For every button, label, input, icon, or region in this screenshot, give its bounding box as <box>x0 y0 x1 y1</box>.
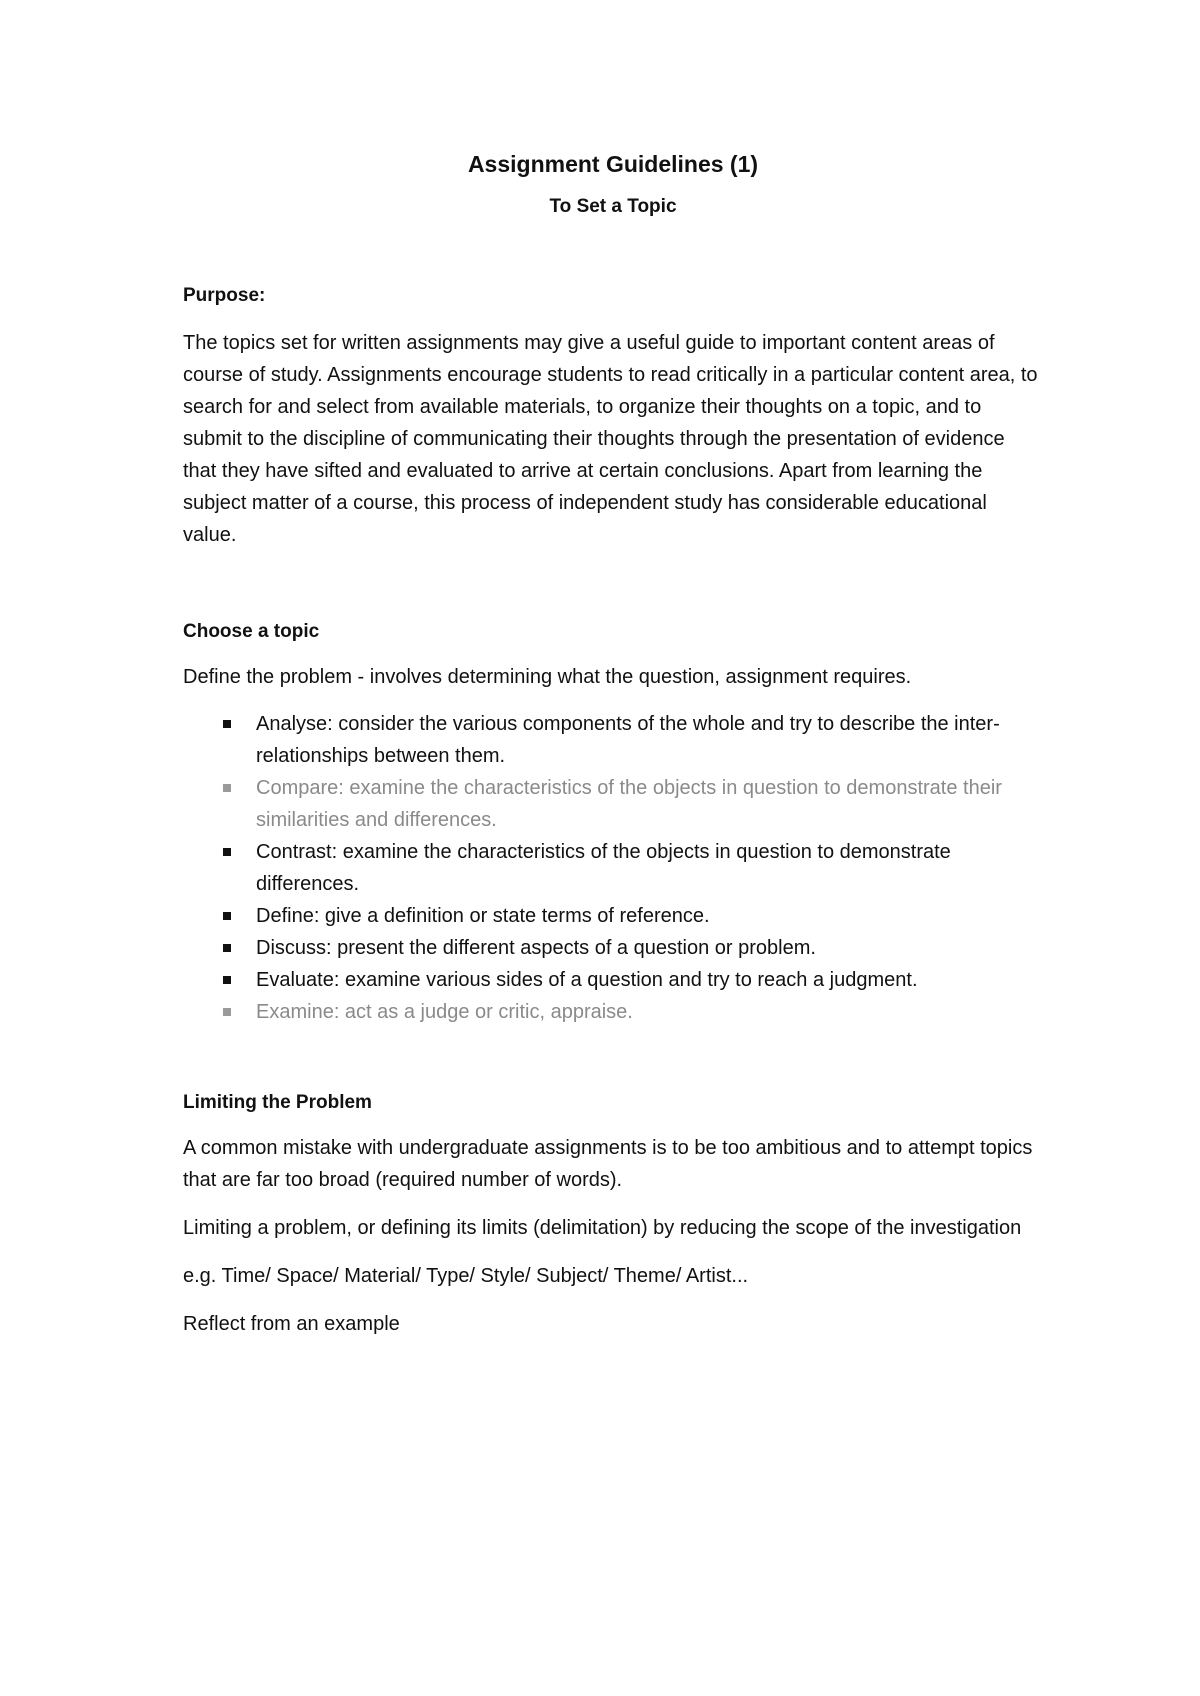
purpose-paragraph: The topics set for written assignments may give a useful guide to important content areas of course of study. Assignments encourage students to read critically in a particular content area, to search for and select from available materials, to organize their thoughts on a topic, and to submit to the discipline of communicating their thoughts through the presentation of evidence that they have sifted and evaluated to arrive at certain conclusions. Apart from learning the subject matter of a course, this process of independent study has considerable educational value. <box>183 332 1038 546</box>
limiting-problem-heading: Limiting the Problem <box>183 1092 372 1113</box>
square-bullet-icon <box>223 1008 231 1016</box>
list-item-text: Compare: examine the characteristics of the objects in question to demonstrate their similarities and differences. <box>256 777 1002 831</box>
square-bullet-icon <box>223 720 231 728</box>
list-item-examine <box>183 996 1043 1028</box>
list-item-text: Examine: act as a judge or critic, appraise. <box>256 1001 633 1023</box>
square-bullet-icon <box>223 784 231 792</box>
square-bullet-icon <box>223 976 231 984</box>
reflect-paragraph: Reflect from an example <box>183 1313 400 1335</box>
define-problem-paragraph: Define the problem - involves determining what the question, assignment requires. <box>183 666 912 688</box>
list-item-analyse <box>183 708 1043 772</box>
list-item-text: Analyse: consider the various components of the whole and try to describe the inter-relationships between them. <box>256 713 1000 767</box>
purpose-heading: Purpose: <box>183 285 266 306</box>
list-item-contrast <box>183 836 1043 900</box>
choose-topic-heading: Choose a topic <box>183 621 320 642</box>
common-mistake-paragraph: A common mistake with undergraduate assignments is to be too ambitious and to attempt topics that are far too broad (required number of words). <box>183 1137 1033 1191</box>
list-item-text: Evaluate: examine various sides of a question and try to reach a judgment. <box>256 969 918 991</box>
list-item-compare <box>183 772 1043 836</box>
document-content <box>183 150 1043 1340</box>
document-subtitle: To Set a Topic <box>549 196 677 217</box>
example-paragraph: e.g. Time/ Space/ Material/ Type/ Style/ Subject/ Theme/ Artist... <box>183 1265 749 1287</box>
document-title: Assignment Guidelines (1) <box>467 151 759 177</box>
list-item-text: Define: give a definition or state terms of reference. <box>256 905 710 927</box>
square-bullet-icon <box>223 944 231 952</box>
task-verb-list <box>183 708 1043 1028</box>
square-bullet-icon <box>223 912 231 920</box>
list-item-text: Discuss: present the different aspects of a question or problem. <box>256 937 816 959</box>
list-item-define <box>183 900 1043 932</box>
list-item-discuss <box>183 932 1043 964</box>
delimitation-paragraph: Limiting a problem, or defining its limits (delimitation) by reducing the scope of the investigation <box>183 1217 1022 1239</box>
list-item-text: Contrast: examine the characteristics of the objects in question to demonstrate differences. <box>256 841 951 895</box>
square-bullet-icon <box>223 848 231 856</box>
list-item-evaluate <box>183 964 1043 996</box>
